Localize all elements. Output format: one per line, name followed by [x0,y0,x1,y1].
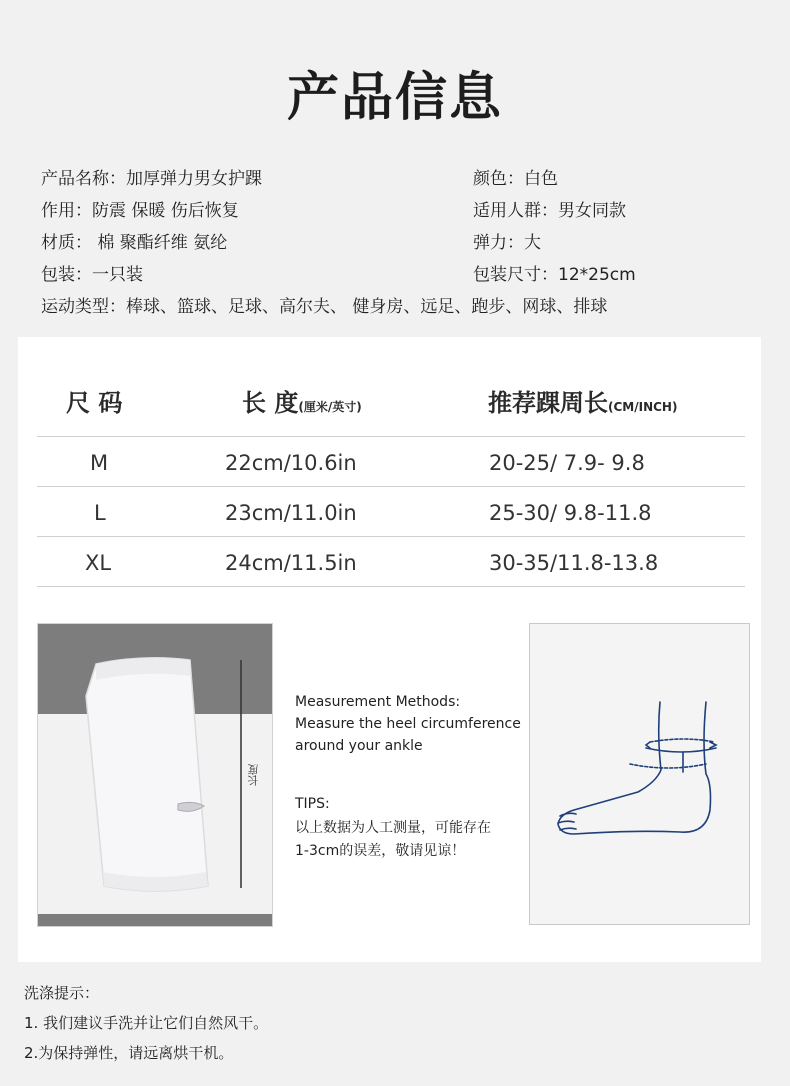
row-l-ankle: 25-30/ 9.8-11.8 [489,501,652,525]
header-length: 长 度(厘米/英寸) [242,389,362,417]
info-function: 作用：防震 保暖 伤后恢复 [41,201,239,221]
tips-line1: 以上数据为人工测量，可能存在 [295,820,491,836]
ankle-sleeve-illustration [38,624,272,926]
table-divider [37,436,745,437]
size-card [18,337,761,962]
row-m-length: 22cm/10.6in [225,451,357,475]
table-divider [37,536,745,537]
wash-line2: 2.为保持弹性，请远离烘干机。 [24,1044,234,1062]
info-material: 材质： 棉 聚酯纤维 氨纶 [41,233,228,253]
header-size: 尺 码 [66,389,123,417]
info-sports: 运动类型：棒球、篮球、足球、高尔夫、 健身房、远足、跑步、网球、排球 [41,297,608,317]
info-packaging: 包装：一只装 [41,265,143,285]
info-elasticity: 弹力：大 [473,233,541,253]
info-product-name: 产品名称：加厚弹力男女护踝 [41,169,262,189]
table-divider [37,586,745,587]
row-l-length: 23cm/11.0in [225,501,357,525]
methods-line2: around your ankle [295,738,423,754]
methods-line1: Measure the heel circumference [295,716,521,732]
table-divider [37,486,745,487]
wash-title: 洗涤提示： [24,984,100,1002]
length-label: 长度 [247,764,260,786]
wash-line1: 1. 我们建议手洗并让它们自然风干。 [24,1014,269,1032]
row-xl-ankle: 30-35/11.8-13.8 [489,551,659,575]
foot-diagram [529,623,750,925]
page-title: 产品信息 [286,68,503,128]
row-l-size: L [94,501,106,525]
product-photo [37,623,273,927]
tips-title: TIPS: [295,796,330,812]
row-xl-length: 24cm/11.5in [225,551,357,575]
info-audience: 适用人群：男女同款 [473,201,626,221]
row-m-ankle: 20-25/ 7.9- 9.8 [489,451,645,475]
info-package-size: 包装尺寸：12*25cm [473,265,636,285]
methods-title: Measurement Methods: [295,694,461,710]
row-xl-size: XL [85,551,112,575]
foot-outline-icon [530,624,749,924]
tips-line2: 1-3cm的误差，敬请见谅！ [295,843,466,859]
header-ankle: 推荐踝周长(CM/INCH) [488,389,678,417]
row-m-size: M [90,451,109,475]
info-color: 颜色：白色 [473,169,558,189]
